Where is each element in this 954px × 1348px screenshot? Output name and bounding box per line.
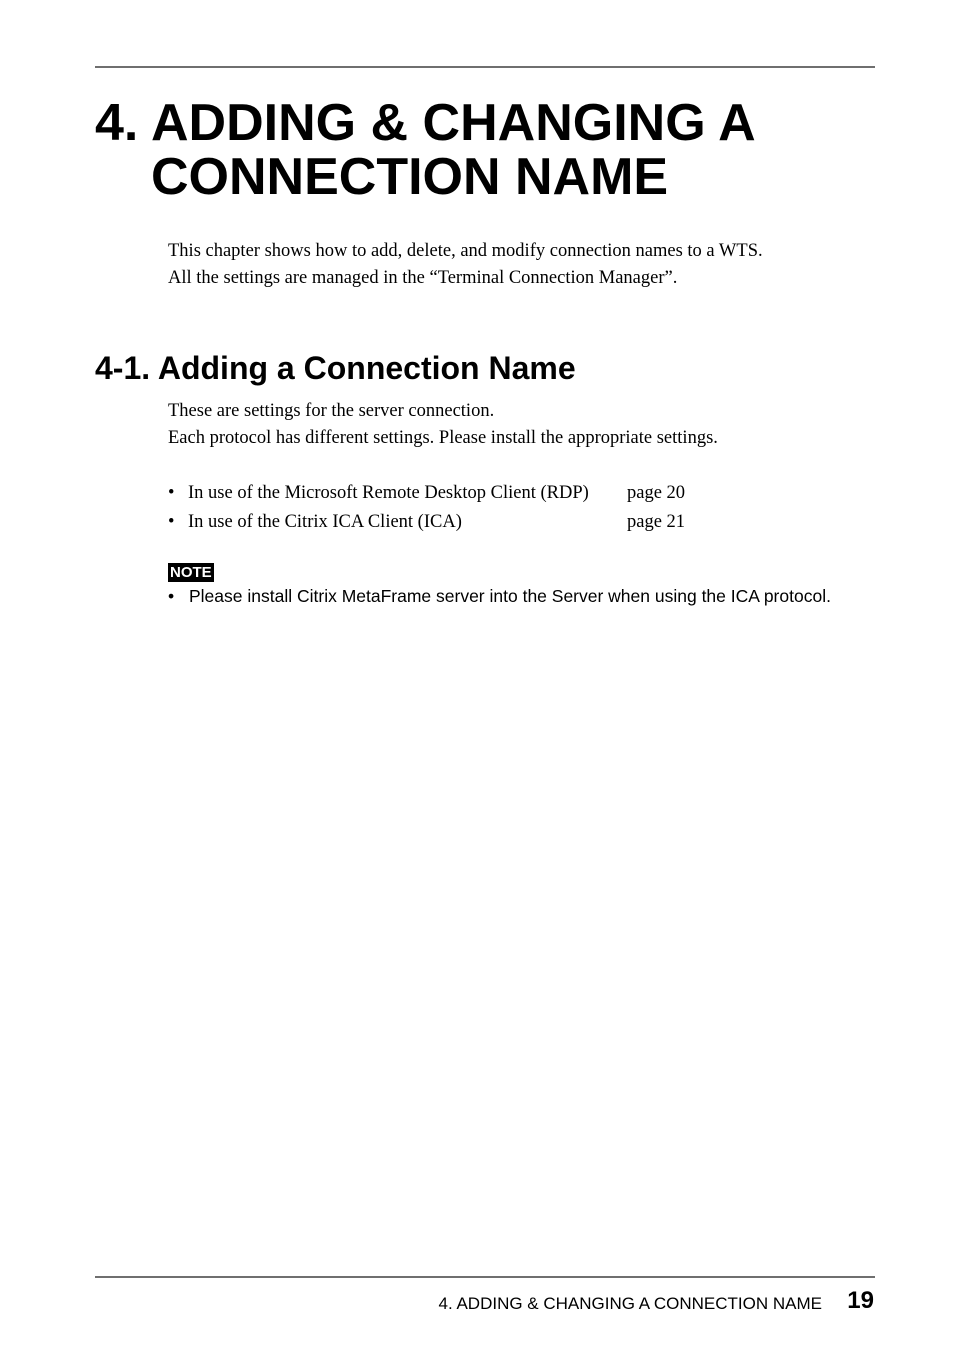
list-item-label: In use of the Citrix ICA Client (ICA) (188, 512, 462, 532)
list-item (168, 509, 685, 538)
page-reference: page 21 (627, 512, 686, 532)
top-divider (95, 66, 875, 68)
chapter-title (95, 96, 875, 204)
section-intro-line-1: These are settings for the server connection. (168, 401, 495, 421)
footer-running-title: 4. ADDING & CHANGING A CONNECTION NAME (438, 1294, 822, 1313)
chapter-title-line-2: CONNECTION NAME (151, 148, 669, 206)
page-reference: page 20 (627, 483, 686, 503)
bullet-icon: • (168, 586, 175, 606)
chapter-number: 4. (95, 94, 139, 152)
chapter-intro-line-1: This chapter shows how to add, delete, and modify connection names to a WTS. (168, 241, 763, 261)
bullet-icon: • (168, 512, 175, 532)
page-number: 19 (847, 1287, 874, 1314)
section-heading: 4-1. Adding a Connection Name (95, 350, 576, 386)
note-text-content: Please install Citrix MetaFrame server into the Server when using the ICA protocol. (189, 586, 831, 606)
chapter-title-line-1: ADDING & CHANGING A (151, 94, 756, 152)
bottom-divider (95, 1276, 875, 1278)
protocol-list (168, 480, 685, 538)
note-badge: NOTE (170, 564, 212, 581)
chapter-intro (168, 238, 763, 292)
section-intro-line-2: Each protocol has different settings. Please install the appropriate settings. (168, 428, 718, 448)
list-item-label: In use of the Microsoft Remote Desktop Client (RDP) (188, 483, 589, 503)
list-item (168, 480, 685, 509)
note-text (168, 584, 831, 608)
section-intro (168, 398, 718, 452)
bullet-icon: • (168, 483, 175, 503)
chapter-intro-line-2: All the settings are managed in the “Terminal Connection Manager”. (168, 268, 678, 288)
